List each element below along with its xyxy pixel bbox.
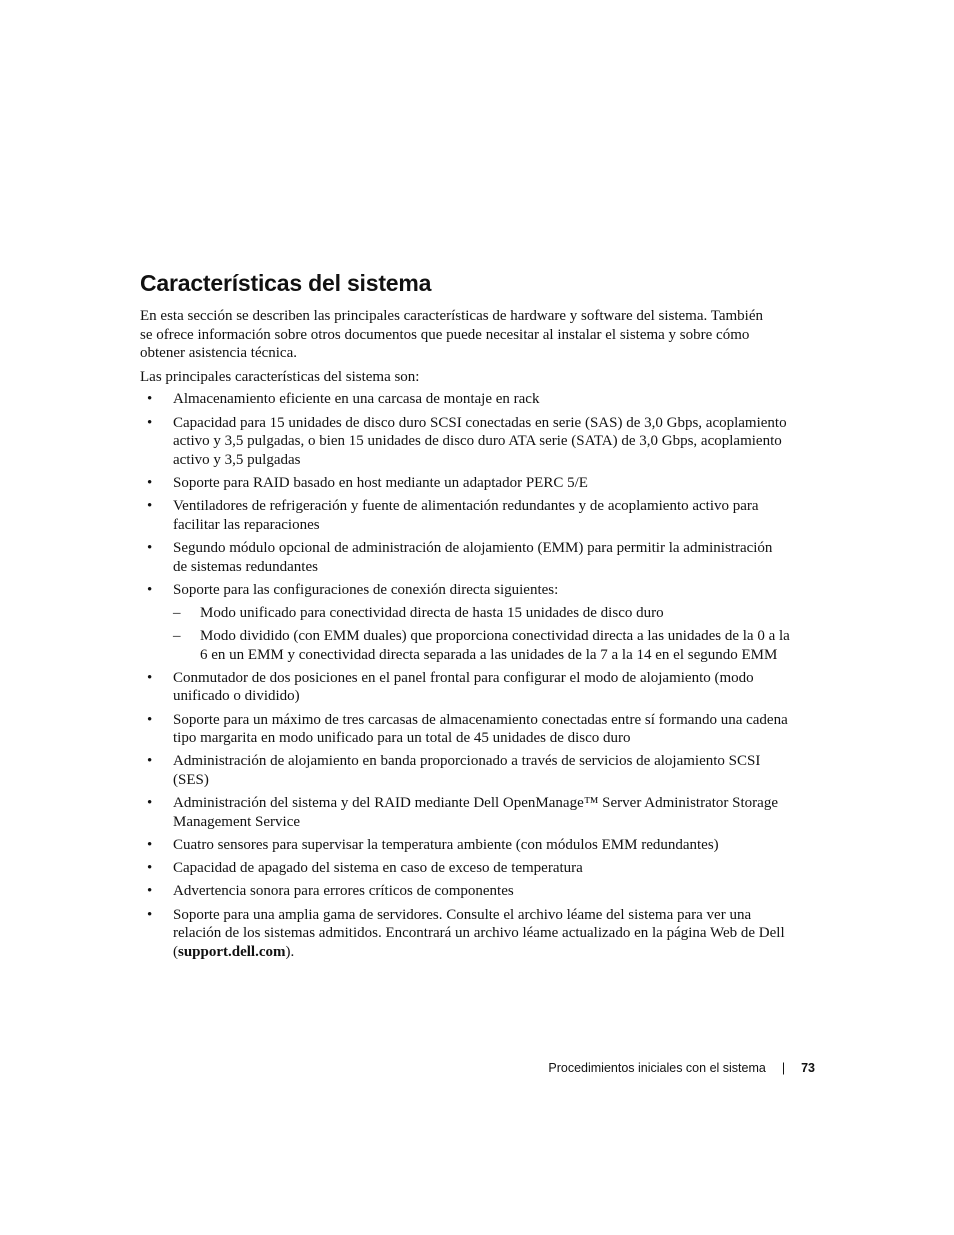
page-number: 73 (801, 1061, 815, 1075)
direct-attach-mode-list (173, 604, 790, 664)
bullet-icon: • (147, 795, 153, 812)
feature-item: • Advertencia sonora para errores críticos de componentes (147, 883, 514, 900)
bullet-icon: • (147, 498, 153, 515)
feature-item: • Administración del sistema y del RAID mediante Dell OpenManage™ Server Administrator Storage Management Service (147, 795, 778, 830)
bullet-icon: • (147, 414, 153, 431)
feature-item: • Capacidad de apagado del sistema en caso de exceso de temperatura (147, 860, 583, 877)
support-link[interactable]: support.dell.com (178, 943, 286, 960)
feature-item: • Soporte para un máximo de tres carcasas de almacenamiento conectadas entre sí formando una cadena tipo margarita en modo unificado para un total de 45 unidades de disco duro (147, 711, 788, 747)
bullet-icon: • (147, 581, 153, 598)
feature-item: • Soporte para las configuraciones de conexión directa siguientes: – Modo unificado para conectividad directa de hasta 15 unidades de disco duro – Modo dividido (con EMM duales) que proporciona conectividad directa a las unidades de la 0 a la 6 en un EMM y conectividad directa separada a las unidades de la 7 a la 14 en el segundo EMM (147, 581, 790, 663)
bullet-icon: • (147, 539, 153, 556)
bullet-icon: • (147, 474, 153, 491)
bullet-icon: • (147, 883, 153, 900)
feature-item: • Segundo módulo opcional de administración de alojamiento (EMM) para permitir la administración de sistemas redundantes (147, 539, 773, 575)
section-body (140, 307, 790, 966)
bullet-icon: • (147, 836, 153, 853)
feature-item: • Administración de alojamiento en banda proporcionado a través de servicios de alojamiento SCSI (SES) (147, 753, 761, 788)
features-intro: Las principales características del sistema son: (140, 368, 420, 385)
footer-chapter-title: Procedimientos iniciales con el sistema (548, 1061, 766, 1075)
dash-icon: – (173, 604, 181, 621)
direct-attach-mode-item: – Modo unificado para conectividad directa de hasta 15 unidades de disco duro (173, 604, 664, 621)
intro-paragraph: En esta sección se describen las principales características de hardware y software del sistema. También se ofrece información sobre otros documentos que puede necesitar al instalar el sistema y sobre cómo obtener asistencia técnica. (140, 308, 763, 362)
feature-item: • Conmutador de dos posiciones en el panel frontal para configurar el modo de alojamiento (modo unificado o dividido) (147, 669, 754, 705)
feature-item: • Cuatro sensores para supervisar la temperatura ambiente (con módulos EMM redundantes) (147, 836, 719, 853)
feature-list (140, 390, 790, 961)
page-footer (548, 1061, 815, 1075)
bullet-icon: • (147, 753, 153, 770)
feature-item: • Soporte para una amplia gama de servidores. Consulte el archivo léame del sistema para ver una relación de los sistemas admitidos. Encontrará un archivo léame actualizado en la página Web de Dell (support.dell.com). (147, 906, 785, 960)
bullet-icon: • (147, 860, 153, 877)
feature-item: • Almacenamiento eficiente en una carcasa de montaje en rack (147, 391, 540, 408)
feature-item: • Ventiladores de refrigeración y fuente de alimentación redundantes y de acoplamiento activo para facilitar las reparaciones (147, 498, 759, 533)
feature-item: • Soporte para RAID basado en host mediante un adaptador PERC 5/E (147, 474, 588, 491)
section-title: Características del sistema (140, 270, 432, 296)
dash-icon: – (173, 628, 181, 645)
bullet-icon: • (147, 669, 153, 686)
bullet-icon: • (147, 711, 153, 728)
bullet-icon: • (147, 906, 153, 923)
feature-item: • Capacidad para 15 unidades de disco duro SCSI conectadas en serie (SAS) de 3,0 Gbps, acoplamiento activo y 3,5 pulgadas, o bien 15 unidades de disco duro ATA serie (SATA) de 3,0 Gbps, acoplamiento activo y 3,5 pulgadas (147, 414, 787, 468)
footer-separator: | (781, 1061, 786, 1075)
direct-attach-mode-item: – Modo dividido (con EMM duales) que proporciona conectividad directa a las unidades de la 0 a la 6 en un EMM y conectividad directa separada a las unidades de la 7 a la 14 en el segundo EMM (173, 628, 790, 663)
bullet-icon: • (147, 391, 153, 408)
